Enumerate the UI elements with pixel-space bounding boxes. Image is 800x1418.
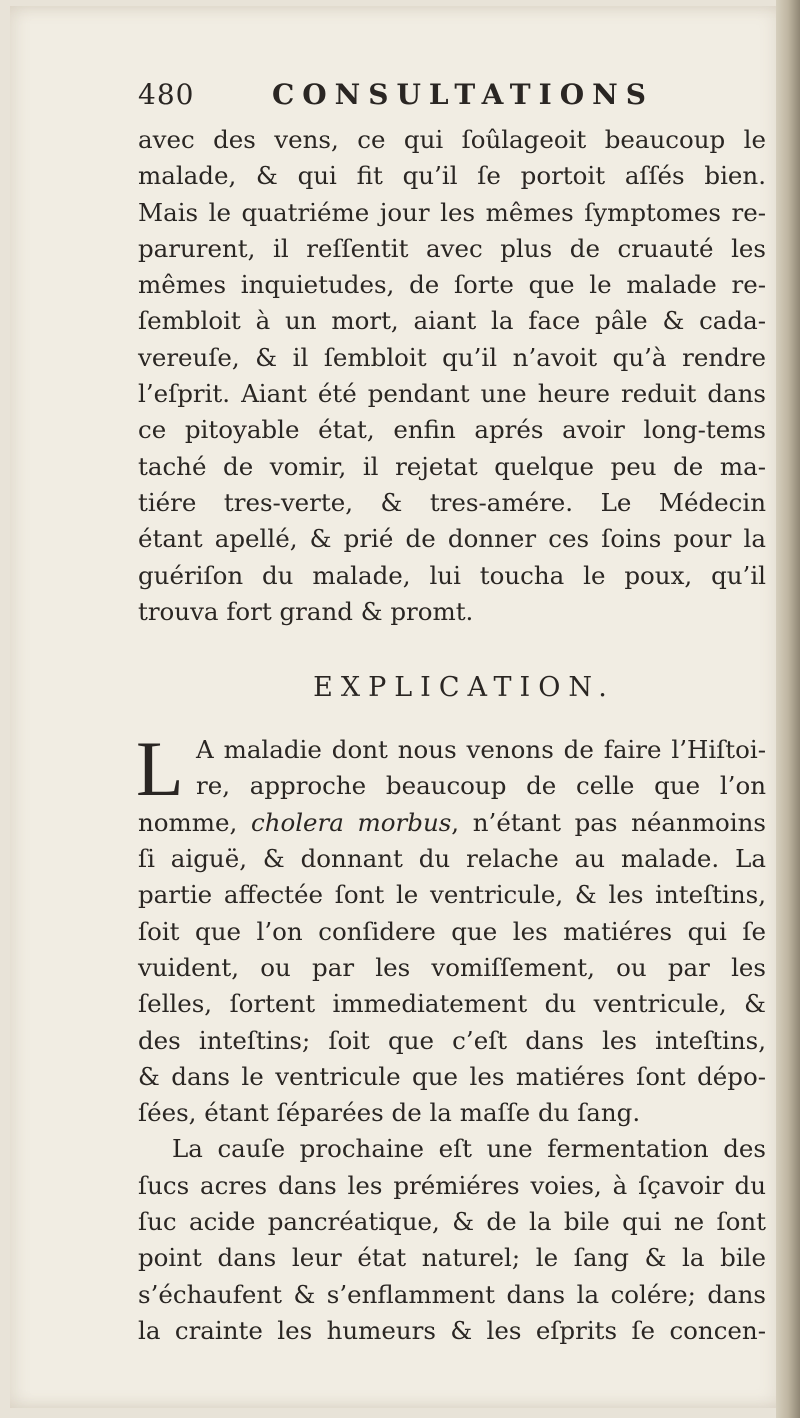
italic-term: cholera morbus	[250, 807, 452, 837]
text-fragment: , n’étant pas néanmoins	[451, 807, 766, 837]
text-line: A maladie dont nous venons de faire l’Hiſtoi-	[196, 735, 766, 765]
consultation-paragraph	[138, 122, 766, 630]
book-spine-shadow	[776, 0, 800, 1418]
text-block	[138, 78, 766, 1349]
text-line: vuident, ou par les vomiſſement, ou par les	[138, 952, 766, 982]
text-line: parurent, il reſſentit avec plus de cruauté les	[138, 233, 766, 263]
text-line: avec des vens, ce qui ſoûlageoit beaucoup le	[138, 125, 766, 154]
text-line: ſi aiguë, & donnant du relache au malade. La	[138, 844, 766, 874]
text-line: & dans le ventricule que les matiéres ſont dépo-	[138, 1061, 766, 1091]
text-line: vereuſe, & il ſembloit qu’il n’avoit qu’à rendre	[138, 342, 766, 372]
text-line: Mais le quatriéme jour les mêmes ſymptomes re-	[138, 197, 766, 227]
text-line: malade, & qui fit qu’il ſe portoit aſſés bien.	[138, 161, 766, 191]
text-line: ſelles, ſortent immediatement du ventricule, &	[138, 989, 766, 1019]
text-line: mêmes inquietudes, de ſorte que le malade re-	[138, 270, 766, 300]
text-line: partie affectée ſont le ventricule, & les inteſtins,	[138, 880, 766, 910]
text-line: guériſon du malade, lui toucha le poux, qu’il	[138, 560, 766, 590]
running-header	[138, 78, 766, 122]
text-line: taché de vomir, il rejetat quelque peu de ma-	[138, 451, 766, 481]
text-line: ſembloit à un mort, aiant la face pâle & cada-	[138, 306, 766, 336]
text-line: tiére tres-verte, & tres-amére. Le Médecin	[138, 487, 766, 517]
text-line: La cauſe prochaine eſt une fermentation des	[172, 1134, 766, 1164]
text-line: re, approche beaucoup de celle que l’on	[196, 771, 766, 801]
section-heading: EXPLICATION.	[313, 672, 615, 704]
drop-cap: L	[136, 725, 184, 813]
text-line: la crainte les humeurs & les eſprits ſe concen-	[138, 1315, 766, 1345]
text-line: ce pitoyable état, enfin aprés avoir long-tems	[138, 415, 766, 445]
text-line: point dans leur état naturel; le ſang & la bile	[138, 1243, 766, 1273]
text-line: étant apellé, & prié de donner ces ſoins pour la	[138, 524, 766, 554]
text-line: l’eſprit. Aiant été pendant une heure reduit dans	[138, 379, 766, 409]
text-line: ſucs acres dans les prémiéres voies, à ſçavoir du	[138, 1170, 766, 1200]
text-line: des inteſtins; ſoit que c’eſt dans les inteſtins,	[138, 1025, 766, 1055]
text-line: trouva fort grand & promt.	[138, 596, 474, 626]
text-line: ſuc acide pancréatique, & de la bile qui ne ſont	[138, 1207, 766, 1237]
page-number: 480	[138, 78, 195, 111]
text-line: ſoit que l’on conſidere que les matiéres qui ſe	[138, 916, 766, 946]
explication-paragraph	[136, 725, 766, 1349]
text-fragment: nomme,	[138, 807, 251, 837]
dropcap-block	[136, 725, 766, 813]
text-line-with-italic	[138, 805, 766, 841]
text-line: s’échaufent & s’enflamment dans la colére; dans	[138, 1279, 766, 1309]
running-title: CONSULTATIONS	[272, 78, 654, 111]
text-line: ſées, étant ſéparées de la maſſe du ſang.	[138, 1098, 641, 1128]
